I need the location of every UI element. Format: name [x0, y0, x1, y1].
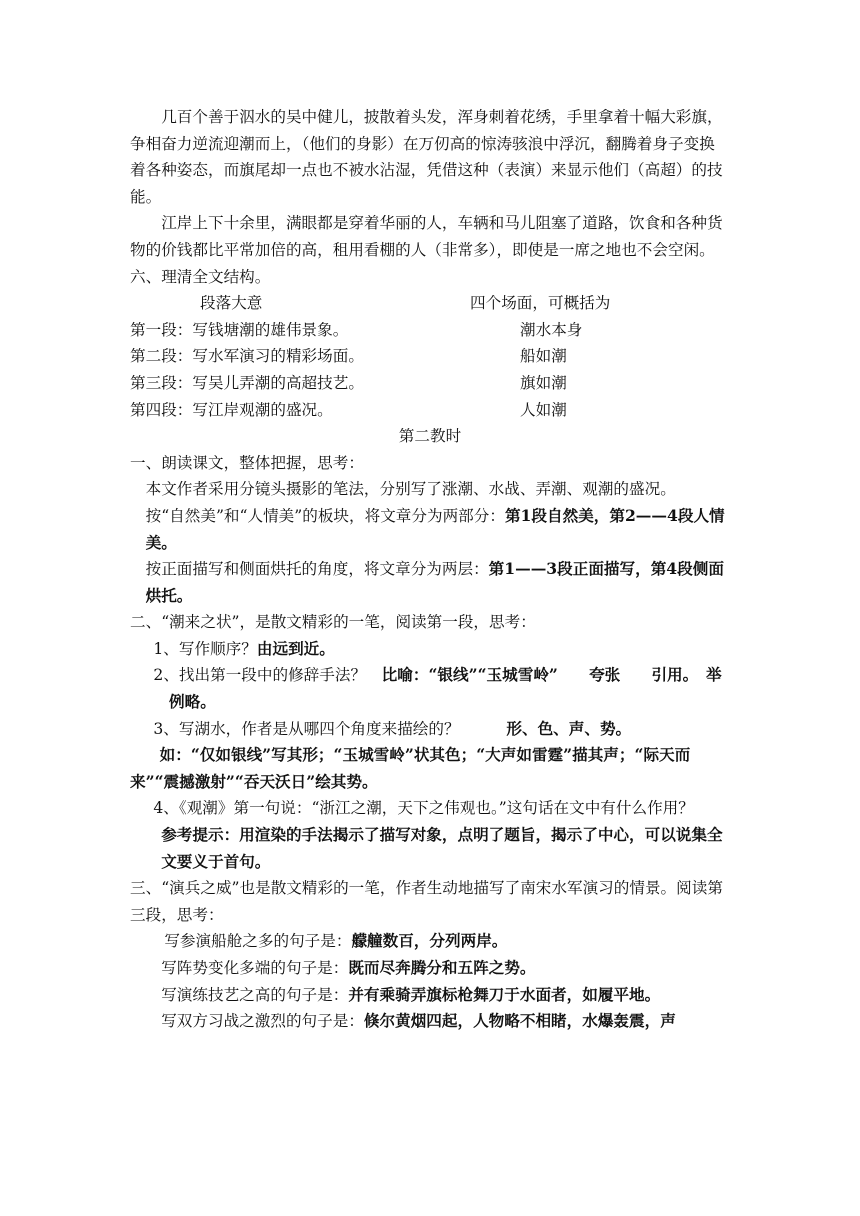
text-bold: 第1段自然美，第2——4段人情美。 — [145, 505, 725, 552]
text-bold: 并有乘骑弄旗标枪舞刀于水面者，如履平地。 — [348, 984, 661, 1004]
table-header-left: 段落大意 — [200, 294, 263, 313]
structure-table-header — [130, 290, 730, 317]
table-row-right: 潮水本身 — [520, 320, 583, 339]
table-row-right: 旗如潮 — [520, 373, 567, 392]
section-3-title: 三、“演兵之威”也是散文精彩的一笔，作者生动地描写了南宋水军演习的情景。阅读第三段，思考： — [130, 879, 723, 924]
table-row-left: 第二段：写水军演习的精彩场面。 — [130, 347, 364, 366]
table-row — [130, 317, 730, 344]
table-header-right: 四个场面，可概括为 — [470, 294, 611, 313]
text-bold: 倏尔黄烟四起，人物略不相睹，水爆轰震，声 — [363, 1011, 676, 1031]
table-row — [130, 370, 730, 397]
section-1-paragraph-2 — [130, 503, 730, 556]
text-normal: 1、写作顺序？ — [153, 639, 257, 658]
lesson-2-heading: 第二教时 — [398, 427, 462, 446]
text-bold: 形、色、声、势。 — [506, 718, 632, 738]
table-row-right: 船如潮 — [520, 347, 567, 366]
text-normal: 按正面描写和侧面烘托的角度，将文章分为两层： — [145, 560, 489, 579]
section-1-paragraph-3 — [130, 556, 730, 609]
table-row-left: 第三段：写吴儿弄潮的高超技艺。 — [130, 373, 364, 392]
text-normal: 3、写湖水，作者是从哪四个角度来描绘的？ — [153, 719, 460, 738]
question-4: 4、《观潮》第一句说：“浙江之潮，天下之伟观也。”这句话在文中有什么作用？ — [153, 799, 694, 818]
section-6-title: 六、理清全文结构。 — [130, 267, 271, 286]
question-1 — [130, 636, 730, 663]
text-bold: 比喻：“银线”“玉城雪岭” 夸张 引用。 举例略。 — [169, 665, 722, 712]
text-bold: 第1——3段正面描写，第4段侧面烘托。 — [145, 559, 724, 605]
section-3-item-3 — [130, 982, 730, 1009]
text-bold: 由远到近。 — [256, 638, 335, 658]
table-row — [130, 397, 730, 424]
section-2-title: 二、“潮来之状”，是散文精彩的一笔，阅读第一段，思考： — [130, 613, 536, 632]
document-page — [130, 104, 730, 1035]
section-3-item-4 — [130, 1008, 730, 1035]
paragraph-1: 几百个善于泅水的吴中健儿，披散着头发，浑身刺着花绣，手里拿着十幅大彩旗，争相奋力逆流迎潮而上，（他们的身影）在万仞高的惊涛骇浪中浮沉，翻腾着身子变换着各种姿态，而旗尾却一点也不被水沾湿，凭借这种（表演）来显示他们（高超）的技能。 — [130, 108, 723, 206]
text-bold: 艨艟数百，分列两岸。 — [351, 931, 508, 951]
section-3-item-1 — [130, 928, 730, 955]
text-bold: 既而尽奔腾分和五阵之势。 — [348, 958, 536, 977]
text-normal: 写双方习战之激烈的句子是： — [161, 1012, 364, 1031]
question-3-example: 如：“仅如银线”写其形；“玉城雪岭”状其色；“大声如雷霆”描其声；“际天而来”“震撼激射”“吞天沃日”绘其势。 — [130, 745, 691, 791]
section-1-paragraph-1: 本文作者采用分镜头摄影的笔法，分别写了涨潮、水战、弄潮、观潮的盛况。 — [145, 480, 676, 499]
table-row-left: 第四段：写江岸观潮的盛况。 — [130, 400, 333, 419]
text-normal: 写演练技艺之高的句子是： — [161, 985, 349, 1004]
table-row-right: 人如潮 — [520, 400, 567, 419]
paragraph-2: 江岸上下十余里，满眼都是穿着华丽的人，车辆和马儿阻塞了道路，饮食和各种货物的价钱都比平常加倍的高，租用看棚的人（非常多），即使是一席之地也不会空闲。 — [130, 214, 723, 259]
section-3-item-2 — [130, 955, 730, 982]
text-normal: 2、找出第一段中的修辞手法？ — [153, 666, 367, 685]
table-row — [130, 343, 730, 370]
section-1-title: 一、朗读课文，整体把握，思考： — [130, 453, 364, 472]
text-normal: 写参演船舱之多的句子是： — [164, 932, 352, 951]
text-normal: 写阵势变化多端的句子是： — [161, 959, 349, 977]
question-3 — [130, 716, 730, 743]
question-4-answer: 参考提示：用渲染的手法揭示了描写对象，点明了题旨，揭示了中心，可以说集全文要义于首句。 — [161, 825, 723, 871]
question-2 — [130, 662, 730, 715]
text-normal: 按“自然美”和“人情美”的板块，将文章分为两部分： — [145, 506, 505, 525]
table-row-left: 第一段：写钱塘潮的雄伟景象。 — [130, 320, 349, 339]
